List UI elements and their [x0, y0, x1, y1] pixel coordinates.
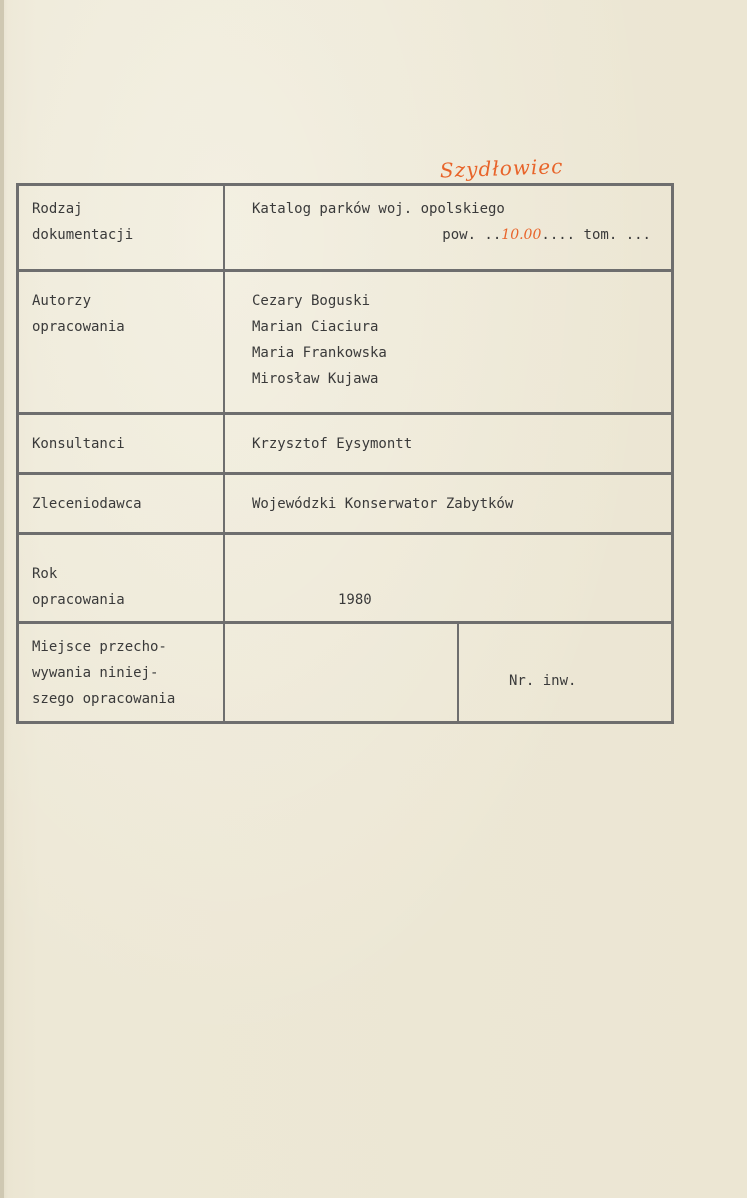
record-form-table: [16, 183, 674, 724]
page-spine-edge: [0, 0, 4, 1198]
pow-middle: ....: [541, 227, 584, 243]
label-commissioner: [19, 475, 225, 532]
label-line: dokumentacji: [32, 227, 134, 243]
handwritten-annotation: Szydłowiec: [439, 154, 564, 183]
row-authors: [19, 272, 671, 415]
author-name: Cezary Boguski: [252, 293, 371, 309]
year-value: 1980: [338, 592, 372, 608]
label-year: [19, 535, 225, 621]
volume-line: [252, 222, 671, 248]
label-line: Autorzy: [32, 293, 92, 309]
value-consultants: [225, 415, 671, 472]
value-commissioner: [225, 475, 671, 532]
row-consultants: [19, 415, 671, 475]
label-storage-location: [19, 624, 225, 721]
value-authors: [225, 272, 671, 412]
row-document-type: [19, 186, 671, 272]
author-name: Marian Ciaciura: [252, 319, 379, 335]
label-authors: [19, 272, 225, 412]
label-line: wywania niniej-: [32, 665, 159, 681]
consultant-name: Krzysztof Eysymontt: [252, 436, 413, 452]
value-document-type: [225, 186, 671, 269]
label-line: Konsultanci: [32, 436, 125, 452]
label-line: szego opracowania: [32, 691, 176, 707]
row-storage-location: [19, 624, 671, 721]
label-consultants: [19, 415, 225, 472]
commissioner-name: Wojewódzki Konserwator Zabytków: [252, 496, 514, 512]
label-line: opracowania: [32, 592, 125, 608]
pow-suffix: . ...: [608, 227, 651, 243]
label-line: Miejsce przecho-: [32, 639, 167, 655]
label-line: Zleceniodawca: [32, 496, 142, 512]
value-year: [225, 535, 671, 621]
handwritten-volume-number: 10.00: [501, 227, 542, 243]
column-divider: [457, 624, 459, 721]
pow-prefix: pow. ..: [442, 227, 502, 243]
tom-label: tom: [583, 227, 609, 243]
row-commissioner: [19, 475, 671, 535]
row-year: [19, 535, 671, 624]
label-line: Rok: [32, 566, 58, 582]
catalog-title: Katalog parków woj. opolskiego: [252, 201, 505, 217]
label-line: opracowania: [32, 319, 125, 335]
label-document-type: [19, 186, 225, 269]
author-name: Maria Frankowska: [252, 345, 387, 361]
label-line: Rodzaj: [32, 201, 83, 217]
author-name: Mirosław Kujawa: [252, 371, 379, 387]
inventory-number-label: Nr. inw.: [509, 673, 577, 689]
